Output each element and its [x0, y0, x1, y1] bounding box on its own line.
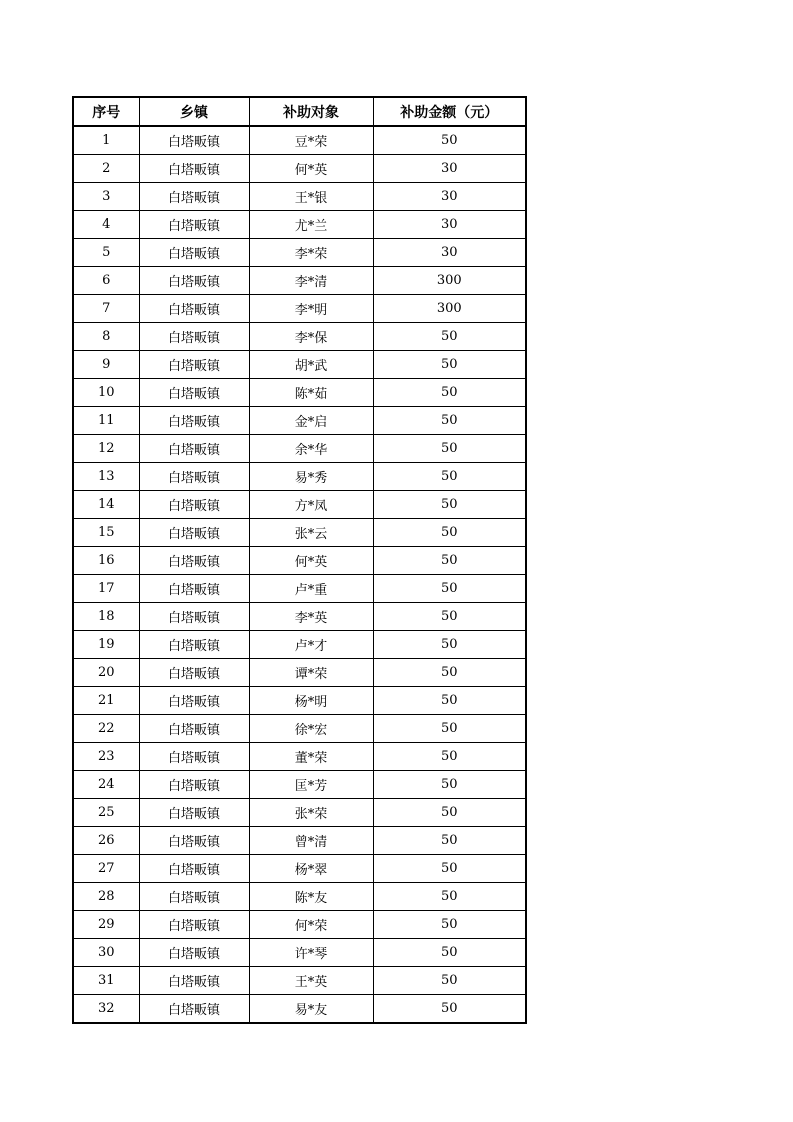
cell-recipient: 张*荣: [249, 799, 373, 827]
table-row: [73, 575, 526, 603]
cell-amount: 50: [373, 463, 526, 491]
table-row: [73, 939, 526, 967]
cell-serial-number: 5: [73, 239, 139, 267]
cell-township: 白塔畈镇: [139, 631, 249, 659]
cell-amount: 50: [373, 407, 526, 435]
cell-amount: 300: [373, 267, 526, 295]
table-row: [73, 603, 526, 631]
cell-amount: 50: [373, 911, 526, 939]
cell-serial-number: 21: [73, 687, 139, 715]
cell-recipient: 李*荣: [249, 239, 373, 267]
header-township: 乡镇: [139, 97, 249, 126]
cell-township: 白塔畈镇: [139, 126, 249, 155]
cell-serial-number: 3: [73, 183, 139, 211]
cell-recipient: 董*荣: [249, 743, 373, 771]
cell-amount: 50: [373, 771, 526, 799]
cell-township: 白塔畈镇: [139, 687, 249, 715]
table-row: [73, 911, 526, 939]
cell-township: 白塔畈镇: [139, 491, 249, 519]
cell-township: 白塔畈镇: [139, 799, 249, 827]
cell-serial-number: 23: [73, 743, 139, 771]
table-row: [73, 659, 526, 687]
cell-township: 白塔畈镇: [139, 183, 249, 211]
cell-recipient: 胡*武: [249, 351, 373, 379]
cell-serial-number: 13: [73, 463, 139, 491]
cell-township: 白塔畈镇: [139, 911, 249, 939]
cell-serial-number: 4: [73, 211, 139, 239]
table-row: [73, 547, 526, 575]
header-amount: 补助金额（元）: [373, 97, 526, 126]
cell-township: 白塔畈镇: [139, 771, 249, 799]
cell-recipient: 豆*荣: [249, 126, 373, 155]
cell-serial-number: 16: [73, 547, 139, 575]
cell-serial-number: 17: [73, 575, 139, 603]
cell-serial-number: 28: [73, 883, 139, 911]
table-row: [73, 715, 526, 743]
cell-amount: 50: [373, 547, 526, 575]
cell-recipient: 李*保: [249, 323, 373, 351]
cell-recipient: 卢*才: [249, 631, 373, 659]
cell-recipient: 易*秀: [249, 463, 373, 491]
cell-recipient: 徐*宏: [249, 715, 373, 743]
cell-serial-number: 29: [73, 911, 139, 939]
cell-serial-number: 7: [73, 295, 139, 323]
cell-amount: 30: [373, 239, 526, 267]
table-row: [73, 379, 526, 407]
cell-recipient: 李*英: [249, 603, 373, 631]
table-row: [73, 799, 526, 827]
cell-recipient: 方*凤: [249, 491, 373, 519]
cell-amount: 50: [373, 799, 526, 827]
cell-recipient: 何*英: [249, 547, 373, 575]
cell-recipient: 何*荣: [249, 911, 373, 939]
cell-recipient: 尤*兰: [249, 211, 373, 239]
cell-township: 白塔畈镇: [139, 267, 249, 295]
cell-amount: 300: [373, 295, 526, 323]
cell-amount: 50: [373, 519, 526, 547]
cell-township: 白塔畈镇: [139, 463, 249, 491]
cell-serial-number: 1: [73, 126, 139, 155]
header-recipient: 补助对象: [249, 97, 373, 126]
cell-township: 白塔畈镇: [139, 351, 249, 379]
cell-serial-number: 22: [73, 715, 139, 743]
cell-serial-number: 6: [73, 267, 139, 295]
table-row: [73, 435, 526, 463]
cell-township: 白塔畈镇: [139, 827, 249, 855]
cell-serial-number: 9: [73, 351, 139, 379]
cell-township: 白塔畈镇: [139, 407, 249, 435]
cell-recipient: 易*友: [249, 995, 373, 1024]
cell-amount: 50: [373, 967, 526, 995]
cell-township: 白塔畈镇: [139, 155, 249, 183]
cell-recipient: 李*清: [249, 267, 373, 295]
cell-serial-number: 27: [73, 855, 139, 883]
cell-amount: 50: [373, 323, 526, 351]
table-row: [73, 631, 526, 659]
table-row: [73, 211, 526, 239]
cell-amount: 50: [373, 351, 526, 379]
table-row: [73, 687, 526, 715]
cell-township: 白塔畈镇: [139, 995, 249, 1024]
cell-amount: 50: [373, 715, 526, 743]
cell-township: 白塔畈镇: [139, 575, 249, 603]
cell-recipient: 匡*芳: [249, 771, 373, 799]
cell-amount: 50: [373, 491, 526, 519]
cell-amount: 50: [373, 687, 526, 715]
cell-recipient: 王*银: [249, 183, 373, 211]
cell-recipient: 何*英: [249, 155, 373, 183]
table-row: [73, 743, 526, 771]
cell-township: 白塔畈镇: [139, 743, 249, 771]
cell-township: 白塔畈镇: [139, 435, 249, 463]
header-serial-number: 序号: [73, 97, 139, 126]
table-row: [73, 967, 526, 995]
cell-township: 白塔畈镇: [139, 939, 249, 967]
cell-amount: 50: [373, 126, 526, 155]
cell-serial-number: 14: [73, 491, 139, 519]
table-row: [73, 239, 526, 267]
cell-recipient: 杨*翠: [249, 855, 373, 883]
table-row: [73, 295, 526, 323]
cell-township: 白塔畈镇: [139, 883, 249, 911]
table-row: [73, 519, 526, 547]
table-row: [73, 351, 526, 379]
cell-township: 白塔畈镇: [139, 519, 249, 547]
table-row: [73, 883, 526, 911]
table-row: [73, 407, 526, 435]
cell-serial-number: 18: [73, 603, 139, 631]
table-row: [73, 155, 526, 183]
cell-recipient: 张*云: [249, 519, 373, 547]
cell-serial-number: 11: [73, 407, 139, 435]
cell-amount: 50: [373, 743, 526, 771]
table-row: [73, 126, 526, 155]
cell-amount: 50: [373, 379, 526, 407]
table-body: [73, 126, 526, 1023]
cell-amount: 50: [373, 827, 526, 855]
subsidy-table: [72, 96, 527, 1024]
cell-amount: 50: [373, 575, 526, 603]
cell-serial-number: 19: [73, 631, 139, 659]
cell-amount: 30: [373, 183, 526, 211]
cell-township: 白塔畈镇: [139, 715, 249, 743]
cell-serial-number: 12: [73, 435, 139, 463]
table-row: [73, 323, 526, 351]
cell-amount: 30: [373, 155, 526, 183]
cell-amount: 30: [373, 211, 526, 239]
cell-recipient: 谭*荣: [249, 659, 373, 687]
table-row: [73, 267, 526, 295]
cell-recipient: 王*英: [249, 967, 373, 995]
table-row: [73, 995, 526, 1024]
cell-amount: 50: [373, 939, 526, 967]
table-row: [73, 771, 526, 799]
cell-serial-number: 24: [73, 771, 139, 799]
cell-serial-number: 15: [73, 519, 139, 547]
cell-serial-number: 26: [73, 827, 139, 855]
table-row: [73, 463, 526, 491]
cell-recipient: 李*明: [249, 295, 373, 323]
cell-serial-number: 10: [73, 379, 139, 407]
cell-township: 白塔畈镇: [139, 855, 249, 883]
cell-recipient: 余*华: [249, 435, 373, 463]
table-row: [73, 491, 526, 519]
cell-township: 白塔畈镇: [139, 323, 249, 351]
cell-serial-number: 2: [73, 155, 139, 183]
table-row: [73, 855, 526, 883]
cell-amount: 50: [373, 855, 526, 883]
cell-township: 白塔畈镇: [139, 295, 249, 323]
cell-township: 白塔畈镇: [139, 239, 249, 267]
cell-amount: 50: [373, 883, 526, 911]
cell-serial-number: 32: [73, 995, 139, 1024]
cell-amount: 50: [373, 995, 526, 1024]
cell-recipient: 杨*明: [249, 687, 373, 715]
cell-amount: 50: [373, 659, 526, 687]
cell-recipient: 卢*重: [249, 575, 373, 603]
cell-recipient: 曾*清: [249, 827, 373, 855]
cell-amount: 50: [373, 435, 526, 463]
table-row: [73, 183, 526, 211]
subsidy-table-container: [72, 96, 527, 1024]
cell-recipient: 许*琴: [249, 939, 373, 967]
cell-serial-number: 25: [73, 799, 139, 827]
cell-township: 白塔畈镇: [139, 967, 249, 995]
cell-serial-number: 20: [73, 659, 139, 687]
table-header-row: [73, 97, 526, 126]
cell-recipient: 陈*友: [249, 883, 373, 911]
cell-amount: 50: [373, 603, 526, 631]
cell-township: 白塔畈镇: [139, 211, 249, 239]
cell-amount: 50: [373, 631, 526, 659]
cell-serial-number: 31: [73, 967, 139, 995]
cell-township: 白塔畈镇: [139, 603, 249, 631]
cell-serial-number: 30: [73, 939, 139, 967]
cell-township: 白塔畈镇: [139, 547, 249, 575]
cell-recipient: 陈*茹: [249, 379, 373, 407]
table-row: [73, 827, 526, 855]
cell-township: 白塔畈镇: [139, 659, 249, 687]
cell-serial-number: 8: [73, 323, 139, 351]
cell-township: 白塔畈镇: [139, 379, 249, 407]
cell-recipient: 金*启: [249, 407, 373, 435]
